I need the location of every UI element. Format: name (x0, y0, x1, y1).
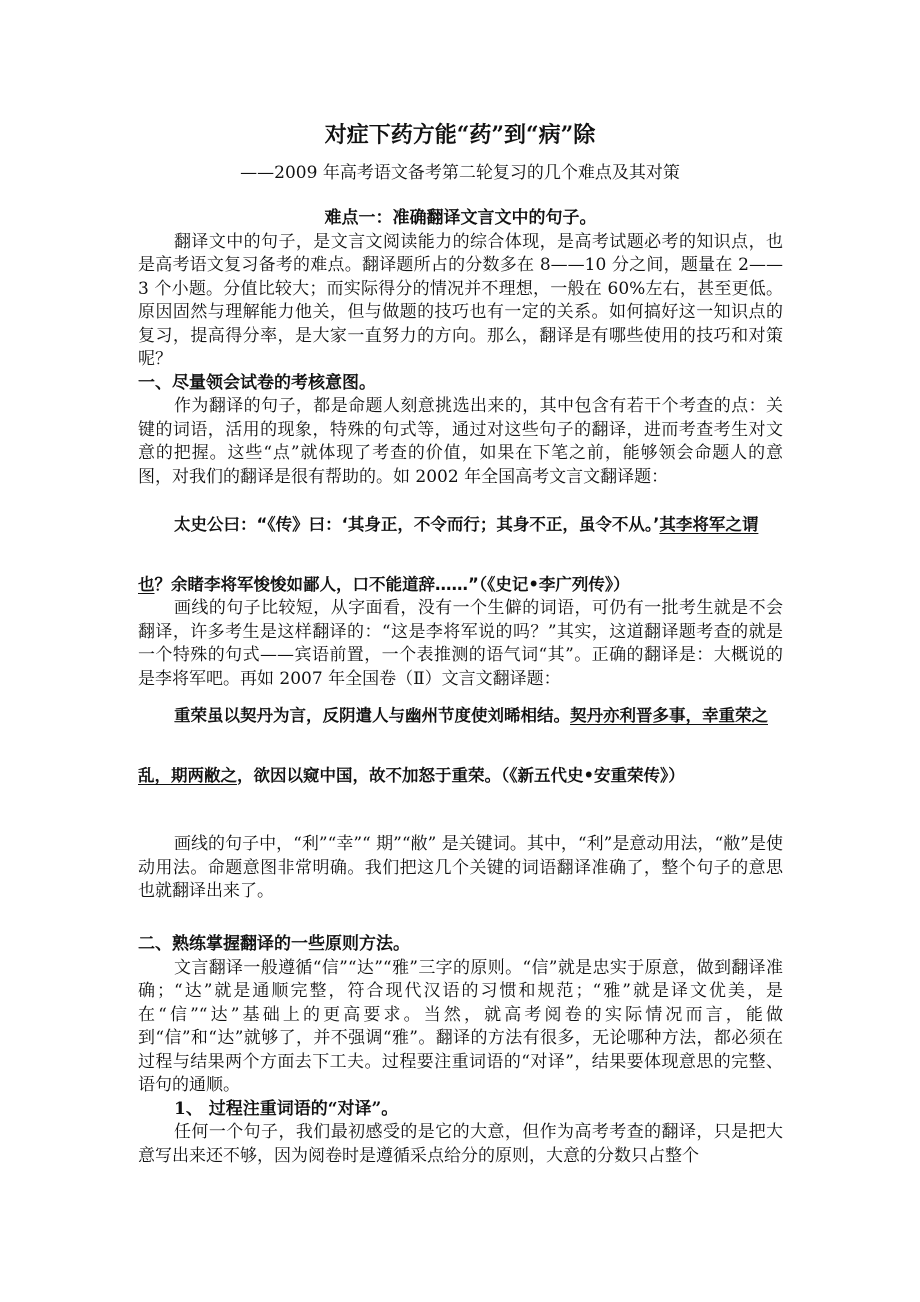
paragraph-4: 画线的句子中，“利”“幸”“ 期”“敝” 是关键词。其中，“利”是意动用法，“敝”是使动用法。命题意图非常明确。我们把这几个关键的词语翻译准确了，整个句子的意思也就翻译出来了。 (138, 834, 783, 901)
sub-heading-1: 一、尽量领会试卷的考核意图。 (138, 372, 376, 393)
doc-subtitle: ——2009 年高考语文备考第二轮复习的几个难点及其对策 (240, 163, 680, 183)
quote-1-text-b: ？余睹李将军悛悛如鄙人，口不能道辞……”（《史记•李广列传》） (154, 575, 630, 594)
paragraph-5: 文言翻译一般遵循“信”“达”“雅”三字的原则。“信”就是忠实于原意，做到翻译准确；“达”就是通顺完整，符合现代汉语的习惯和规范；“雅”就是译文优美，是在“信”“达”基础上的更高要求。当然，就高考阅卷的实际情况而言，能做到“信”和“达”就够了，并不强调“雅”。翻译的方法有很多，无论哪种方法，都必须在过程与结果两个方面去下工夫。过程要注重词语的“对译”，结果要体现意思的完整、语句的通顺。 (138, 957, 783, 1095)
sub-heading-3: 1、 过程注重词语的“对译”。 (174, 1098, 399, 1119)
doc-title: 对症下药方能“药”到“病”除 (324, 122, 596, 148)
paragraph-3: 画线的句子比较短，从字面看，没有一个生僻的词语，可仍有一批考生就是不会翻译，许多考生是这样翻译的：“这是李将军说的吗？”其实，这道翻译题考查的就是一个特殊的句式——宾语前置，一个表推测的语气词“其”。正确的翻译是：大概说的是李将军吧。再如 2007 年全国卷（Ⅱ）文言文翻译题： (138, 598, 783, 689)
sub-heading-2: 二、熟练掌握翻译的一些原则方法。 (138, 934, 410, 954)
paragraph-1: 翻译文中的句子，是文言文阅读能力的综合体现，是高考试题必考的知识点，也是高考语文复习备考的难点。翻译题所占的分数多在 8——10 分之间，题量在 2——3 个小题。分值比较大；而实际得分的情况并不理想，一般在 60%左右，甚至更低。原因固然与理解能力他关，但与做题的技巧也有一定的关系。如何搞好这一知识点的复习，提高得分率，是大家一直努力的方向。那么，翻译是有哪些使用的技巧和对策呢？ (138, 231, 783, 369)
section-1-cont2 (138, 833, 783, 904)
section-1-cont (138, 597, 783, 691)
section-heading: 难点一：准确翻译文言文中的句子。 (324, 208, 597, 228)
quote-2 (138, 686, 786, 806)
quote-2-underlined: 契丹亦利晋多事，幸重荣之乱，期两敝之 (138, 706, 768, 785)
paragraph-2: 作为翻译的句子，都是命题人刻意挑选出来的，其中包含有若干个考查的点：关键的词语，活用的现象，特殊的句式等，通过对这些句子的翻译，进而考查考生对文意的把握。这些“点”就体现了考查的价值，如果在下笔之前，能够领会命题人的意图，对我们的翻译是很有帮助的。如 2002 年全国高考文言文翻译题： (138, 396, 783, 487)
quote-2-text-b: ，欲因以窥中国，故不加怒于重荣。（《新五代史•安重荣传》） (237, 766, 685, 785)
quote-1-underlined: 其李将军之谓也 (138, 515, 759, 594)
section-2 (138, 933, 783, 1168)
paragraph-6: 任何一个句子，我们最初感受的是它的大意，但作为高考考查的翻译，只是把大意写出来还不够，因为阅卷时是遵循采点给分的原则，大意的分数只占整个 (138, 1122, 783, 1166)
quote-1-text-a: 太史公曰：“《传》曰：‘其身正，不令而行；其身不正，虽令不从。’ (174, 515, 660, 534)
section-1 (138, 207, 783, 489)
quote-2-text-a: 重荣虽以契丹为言，反阴遣人与幽州节度使刘晞相结。 (174, 706, 570, 725)
